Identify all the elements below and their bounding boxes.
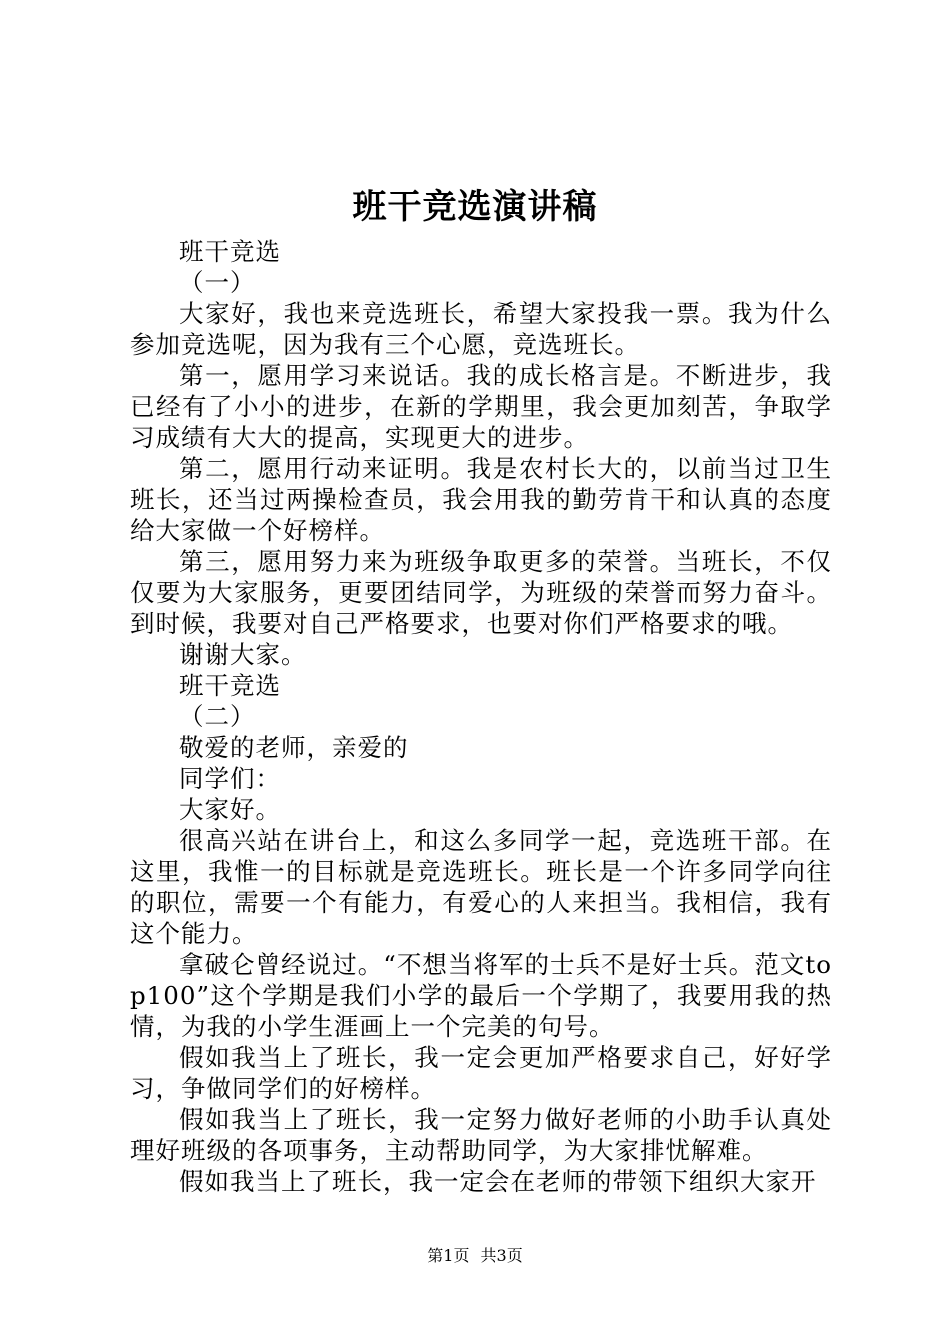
paragraph: 假如我当上了班长，我一定会在老师的带领下组织大家开 xyxy=(179,1167,817,1196)
paragraph: 敬爱的老师，亲爱的 xyxy=(179,733,409,762)
page-footer xyxy=(0,1244,950,1268)
document-body xyxy=(130,236,832,1197)
paragraph: 第三，愿用努力来为班级争取更多的荣誉。当班长，不仅仅要为大家服务，更要团结同学，为班级的荣誉而努力奋斗。到时候，我要对自己严格要求，也要对你们严格要求的哦。 xyxy=(130,547,832,638)
paragraph: 班干竞选 xyxy=(179,237,281,266)
paragraph: 第一，愿用学习来说话。我的成长格言是。不断进步，我已经有了小小的进步，在新的学期里，我会更加刻苦，争取学习成绩有大大的提高，实现更大的进步。 xyxy=(130,361,832,452)
paragraph: 拿破仑曾经说过。“不想当将军的士兵不是好士兵。范文top100”这个学期是我们小学的最后一个学期了，我要用我的热情，为我的小学生涯画上一个完美的句号。 xyxy=(130,950,832,1041)
paragraph: （一） xyxy=(179,268,256,297)
paragraph: 很高兴站在讲台上，和这么多同学一起，竞选班干部。在这里，我惟一的目标就是竞选班长。班长是一个许多同学向往的职位，需要一个有能力，有爱心的人来担当。我相信，我有这个能力。 xyxy=(130,826,832,948)
page-total: 共3页 xyxy=(480,1246,523,1265)
paragraph: 大家好。 xyxy=(179,795,281,824)
paragraph: （二） xyxy=(179,702,256,731)
paragraph: 假如我当上了班长，我一定会更加严格要求自己，好好学习，争做同学们的好榜样。 xyxy=(130,1043,832,1103)
paragraph: 第二，愿用行动来证明。我是农村长大的，以前当过卫生班长，还当过两操检查员，我会用我的勤劳肯干和认真的态度给大家做一个好榜样。 xyxy=(130,454,832,545)
paragraph: 班干竞选 xyxy=(179,671,281,700)
document-title: 班干竞选演讲稿 xyxy=(352,187,598,227)
paragraph: 同学们： xyxy=(179,764,281,793)
paragraph: 大家好，我也来竞选班长，希望大家投我一票。我为什么参加竞选呢，因为我有三个心愿，竞选班长。 xyxy=(130,299,832,359)
page-number: 第1页 xyxy=(427,1246,470,1265)
paragraph: 假如我当上了班长，我一定努力做好老师的小助手认真处理好班级的各项事务，主动帮助同学，为大家排忧解难。 xyxy=(130,1105,832,1165)
paragraph: 谢谢大家。 xyxy=(179,640,307,669)
